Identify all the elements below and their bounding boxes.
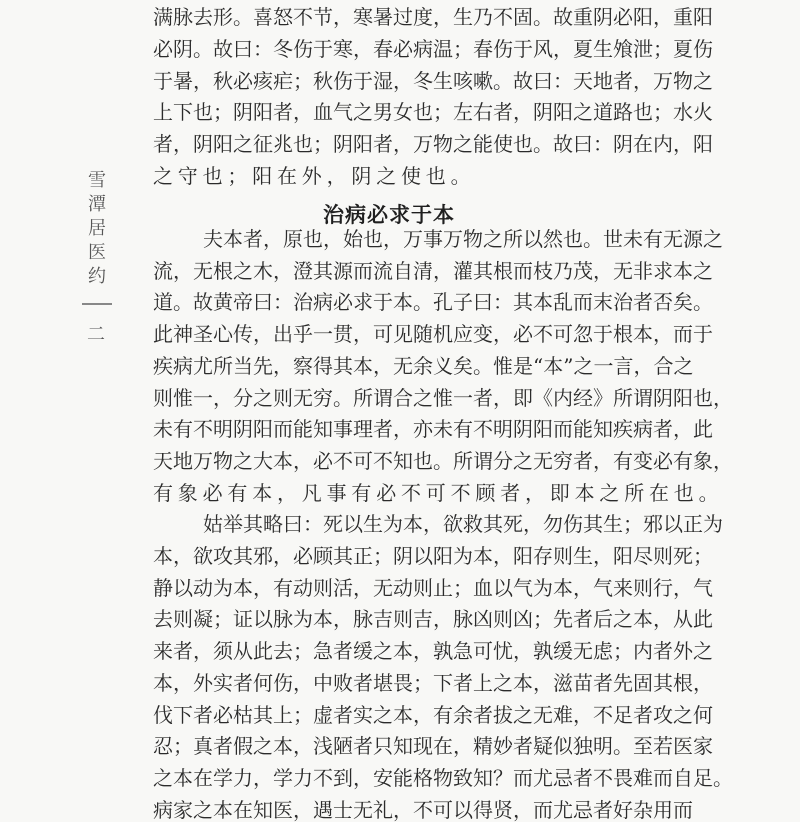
- running-title: 雪潭居医约: [85, 170, 106, 290]
- text-line: 道。故黄帝曰：治病必求于本。孔子曰：其本乱而末治者否矣。: [153, 290, 713, 315]
- text-line: 去则凝；证以脉为本，脉吉则吉，脉凶则凶；先者后之本，从此: [153, 607, 713, 632]
- text-line: 之本在学力，学力不到，安能格物致知？而尤忌者不畏难而自足。: [153, 765, 733, 790]
- text-line: 伐下者必枯其上；虚者实之本，有余者拔之无难，不足者攻之何: [153, 702, 713, 727]
- text-line: 本，外实者何伤，中败者堪畏；下者上之本，滋苗者先固其根，: [153, 670, 713, 695]
- text-line: 上下也；阴阳者，血气之男女也；左右者，阴阳之道路也；水火: [153, 100, 713, 125]
- text-line: 疾病尤所当先，察得其本，无余义矣。惟是“本”之一言，合之: [153, 353, 694, 378]
- text-line: 者，阴阳之征兆也；阴阳者，万物之能使也。故曰：阴在内，阳: [153, 132, 713, 157]
- text-line: 天地万物之大本，必不可不知也。所谓分之无穷者，有变必有象，: [153, 448, 733, 473]
- section-heading: 治病必求于本: [323, 202, 455, 227]
- running-title-divider: [82, 303, 112, 305]
- text-line: 必阴。故曰：冬伤于寒，春必病温；春伤于风，夏生飧泄；夏伤: [153, 36, 713, 61]
- text-line: 姑举其略曰：死以生为本，欲救其死，勿伤其生；邪以正为: [203, 512, 723, 537]
- text-line: 本，欲攻其邪，必顾其正；阴以阳为本，阳存则生，阳尽则死；: [153, 544, 713, 568]
- text-line: 于暑，秋必痎疟；秋伤于湿，冬生咳嗽。故曰：天地者，万物之: [153, 68, 713, 93]
- text-line: 流，无根之木，澄其源而流自清，灌其根而枝乃茂，无非求本之: [153, 258, 713, 283]
- text-line: 之守也；阳在外，阴之使也。: [153, 164, 476, 188]
- text-line: 来者，须从此去；急者缓之本，孰急可忧，孰缓无虑；内者外之: [153, 639, 713, 664]
- text-line: 满脉去形。喜怒不节，寒暑过度，生乃不固。故重阴必阳，重阳: [153, 5, 713, 29]
- text-line: 静以动为本，有动则活，无动则止；血以气为本，气来则行，气: [153, 575, 713, 600]
- text-line: 忍；真者假之本，浅陋者只知现在，精妙者疑似独明。至若医家: [153, 734, 713, 759]
- text-line: 未有不明阴阳而能知事理者，亦未有不明阴阳而能知疾病者，此: [153, 417, 713, 442]
- text-line: 则惟一，分之则无穷。所谓合之惟一者，即《内经》所谓阴阳也，: [153, 385, 733, 410]
- page-number: 二: [87, 324, 105, 345]
- text-line: 此神圣心传，出乎一贯，可见随机应变，必不可忽于根本，而于: [153, 322, 713, 347]
- text-line: 病家之本在知医，遇士无礼，不可以得贤，而尤忌者好杂用而: [153, 797, 693, 822]
- text-line: 有象必有本，凡事有必不可不顾者，即本之所在也。: [153, 480, 724, 505]
- text-line: 夫本者，原也，始也，万事万物之所以然也。世未有无源之: [203, 227, 723, 251]
